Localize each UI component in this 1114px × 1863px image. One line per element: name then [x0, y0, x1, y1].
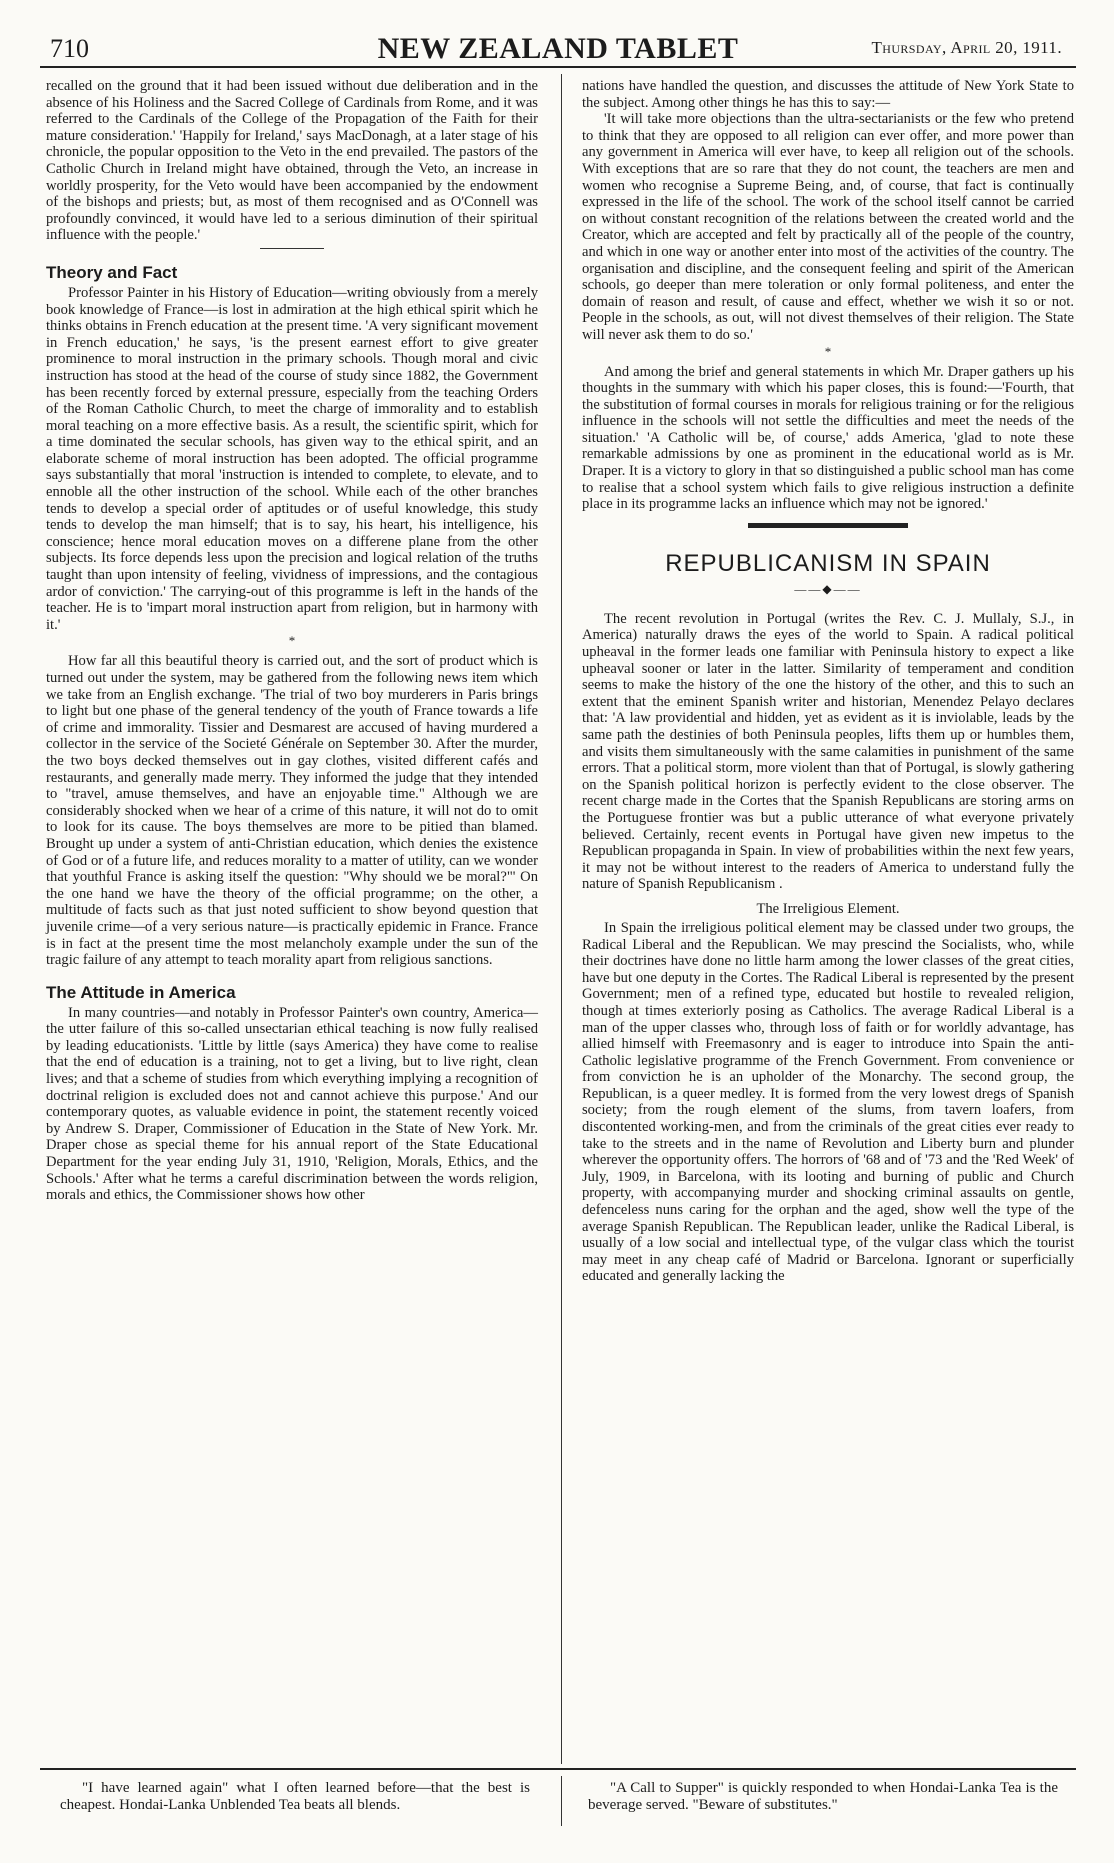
paragraph-draper-quote: 'It will take more objections than the ultra-sectarianists or the few who pretend to think that they are opposed to all religion can ever offer, and more power than any government in America will ever have, to keep all religion out of the schools. With exceptions that are so rare that they do not count, the teachers are men and women who recognise a Supreme Being, and, of course, that fact is continually expressed in the life of the school. The work of the school itself cannot be carried on without constant recognition of the relations between the created world and the Creator, which are accepted and felt by practically all of the people of the country, and which in one way or another enter into most of the activities of the country. The organisation and discipline, and the consequent feeling and spirit of the American schools, go deeper than mere toleration or only formal politeness, and enter the domain of reason and result, of cause and effect, whether we wish it so or not. People in the schools, as out, will not divest themselves of their religion. The State will never ask them to do so.' [582, 111, 1074, 343]
paragraph-boy-murderers: How far all this beautiful theory is carried out, and the sort of product which is turned out under the system, may be gathered from the following news item which we take from an English exchange. 'The trial of two boy murderers in Paris brings to light but one phase of the general tendency of the youth of France towards a life of crime and immorality. Tissier and Desmarest are accused of having murdered a collector in the service of the Societé Générale on September 30. After the murder, the two boys decked themselves out in gay clothes, visited different cafés and restaurants, and generally made merry. They informed the judge that they intended to "travel, amuse themselves, and have an enjoyable time." Although we are considerably shocked when we hear of a crime of this nature, it will not do to omit to look for its cause. The boys themselves are more to be pitied than blamed. Brought up under a system of anti-Christian education, which denies the existence of God or of a future life, and reduces morality to a matter of utility, can we wonder that youthful France is asking itself the question: "Why should we be moral?"' On the one hand we have the theory of the official programme; on the other, a multitude of facts such as that just noted sufficient to show beyond question that juvenile crime—of a very serious nature—is practically epidemic in France. France is in fact at the present time the most melancholy example under the sun of the tragic failure of any attempt to teach morality apart from religious sanctions. [46, 653, 538, 969]
heading-attitude-in-america: The Attitude in America [46, 982, 236, 1002]
right-column [582, 78, 1074, 1285]
masthead [40, 30, 1076, 68]
paragraph-portugal-revolution: The recent revolution in Portugal (writes the Rev. C. J. Mullaly, S.J., in America) naturally draws the eyes of the world to Spain. A radical political upheaval in the former leads one familiar with Peninsula history to expect a like upheaval sooner or later in the latter. Similarity of temperament and condition seems to make the history of the one the history of the other, and this to such an extent that the eminent Spanish writer and historian, Menendez Pelayo declares that: 'A law providential and hidden, yet as evident as it is inviolable, leads by the same path the destinies of both Peninsula peoples, lifts them up or humbles them, and visits them simultaneously with the same calamities in punishment of the same errors. That a political storm, more violent than that of Portugal, is slowly gathering on the Spanish political horizon is perfectly evident to the close observer. The recent charge made in the Cortes that the Spanish Republicans are storing arms on the Portuguese frontier was but a public utterance of what everyone privately believed. Certainly, recent events in Portugal have given new impetus to the Republican propaganda in Spain. In view of probabilities within the next few years, it may not be without interest to the readers of America to understand fully the nature of Spanish Republicanism . [582, 610, 1074, 893]
paragraph-veto-conclusion: recalled on the ground that it had been issued without due deliberation and in the absence of his Holiness and the Sacred College of Cardinals from Rome, and it was referred to the Cardinals of the College of the Propagation of the Faith for their mature consideration.' 'Happily for Ireland,' says MacDonagh, at a later stage of his chronicle, the popular opposition to the Veto in the end prevailed. The pastors of the Catholic Church in Ireland might have obtained, through the Veto, an increase in worldly prosperity, for the Veto would have been accompanied by the endowment of the bishops and priests; but, as most of them recognised and as O'Connell was profoundly convinced, it would have led to a serious diminution of their spiritual influence with the people.' [46, 78, 538, 244]
newspaper-title: NEW ZEALAND TABLET [377, 32, 739, 65]
advertisement-right [588, 1780, 1058, 1814]
paragraph-draper-report: In many countries—and notably in Professor Painter's own country, America—the utter failure of this so-called unsectarian ethical teaching is now fully realised by leading educationists. 'Little by little (says America) they have come to realise that the end of education is a training, not to get a living, but to live right, clean lives; and that a scheme of studies from which everything implying a recognition of doctrinal religion is excluded does not and cannot achieve this purpose.' And our contemporary quotes, as valuable evidence in point, the statement recently voiced by Andrew S. Draper, Commissioner of Education in the State of New York. Mr. Draper chose as special theme for his annual report of the State Educational Department for the year ending July 31, 1910, 'Religion, Morals, Ethics, and the Schools.' After what he terms a careful discrimination between the words religion, morals and ethics, the Commissioner shows how other [46, 1004, 538, 1204]
ornament-divider: ——◆—— [794, 581, 862, 596]
ad-text-left: "I have learned again" what I often learned before—that the best is cheapest. Hondai-Lanka Unblended Tea beats all blends. [60, 1780, 530, 1813]
footer-column-divider [561, 1776, 562, 1826]
section-divider-heavy [748, 523, 908, 528]
ad-text-right: "A Call to Supper" is quickly responded to when Hondai-Lanka Tea is the beverage served. "Beware of substitutes." [588, 1780, 1058, 1813]
newspaper-page [40, 30, 1076, 1835]
asterism: * [288, 633, 296, 649]
advertisement-left [60, 1780, 530, 1814]
heading-republicanism-in-spain: REPUBLICANISM IN SPAIN [665, 549, 991, 577]
paragraph-painter-history: Professor Painter in his History of Education—writing obviously from a merely book knowledge of France—is lost in admiration at the high ethical spirit which he thinks obtains in French education at the present time. 'A very significant movement in French education,' he says, 'is the present earnest effort to give greater prominence to moral instruction in the primary schools. Though moral and civic instruction has stood at the head of the course of study since 1882, the Government has been recently forced by external pressure, especially from the teaching Orders of the Roman Catholic Church, to meet the charge of immorality and to establish moral teaching on a more effective basis. As a result, the scientific spirit, which for a time dominated the secular schools, has given way to the ethical spirit, and an elaborate scheme of moral instruction has been adopted. The official programme says substantially that moral 'instruction is intended to complete, to elevate, and to ennoble all the other instruction of the school. While each of the other branches tends to develop a special order of aptitudes or of useful knowledge, this study tends to develop the man himself; that is to say, his heart, his intelligence, his conscience; hence moral education moves on a differene plane from the other subjects. Its force depends less upon the precision and logical relation of the truths taught than upon intensity of feeling, vividness of impressions, and the contagious ardor of conviction.' The carrying-out of this programme is left in the hands of the teacher. He is to 'impart moral instruction apart from religion, but in harmony with it.' [46, 284, 538, 633]
issue-date: Thursday, April 20, 1911. [871, 38, 1062, 57]
paragraph-other-nations: nations have handled the question, and discusses the attitude of New York State to the subject. Among other things he has this to say:— [582, 78, 1074, 111]
section-divider [260, 248, 324, 249]
footer-divider [40, 1768, 1076, 1770]
asterism: * [824, 343, 832, 359]
page-number: 710 [50, 34, 89, 63]
subheading-irreligious-element: The Irreligious Element. [756, 900, 900, 917]
paragraph-draper-summary: And among the brief and general statements in which Mr. Draper gathers up his thoughts in the summary with which his paper closes, this is found:—'Fourth, that the substitution of formal courses in morals for religious training or for the religious influence in the schools will not settle the difficulties and meet the needs of the situation.' 'A Catholic will be, of course,' adds America, 'glad to note these remarkable admissions by one as prominent in the educational world as is Mr. Draper. It is a victory to glory in that so distinguished a public school man has come to realise that a school system which fails to give religious instruction a definite place in its programme lacks an influence which may not be ignored.' [582, 363, 1074, 513]
heading-theory-and-fact: Theory and Fact [46, 262, 178, 282]
paragraph-irreligious-element: In Spain the irreligious political element may be classed under two groups, the Radical Liberal and the Republican. We may prescind the Socialists, who, while their doctrines have done no little harm among the lower classes of the great cities, have but one deputy in the Cortes. The Radical Liberal is represented by the present Government; men of a refined type, educated but hostile to revealed religion, though at times exteriorly posing as Catholics. The average Radical Liberal is a man of the upper classes who, through loss of faith or for worldly advantage, has allied himself with Freemasonry and is eager to introduce into Spain the anti-Catholic legislative programme of the French Government. From convenience or from conviction he is an upholder of the Monarchy. The second group, the Republican, is a queer medley. It is formed from the very lowest dregs of Spanish society; from the rough element of the slums, from tavern loafers, from discontented working-men, and from the criminals of the great cities ever ready to take to the streets and in the name of Revolution and Liberty burn and plunder wherever the opportunity offers. The horrors of '68 and of '73 and the 'Red Week' of July, 1909, in Barcelona, with its looting and burning of public and Church property, with accompanying murder and shocking criminal assaults on gentle, defenceless nuns caring for the orphan and the aged, show well the type of the average Spanish Republican. The Republican leader, unlike the Radical Liberal, is usually of a low social and intellectual type, of the vulgar class which the tourist may meet in any cheap café of Madrid or Barcelona. Ignorant or superficially educated and generally lacking the [582, 919, 1074, 1285]
column-divider [561, 74, 562, 1764]
left-column [46, 78, 538, 1204]
